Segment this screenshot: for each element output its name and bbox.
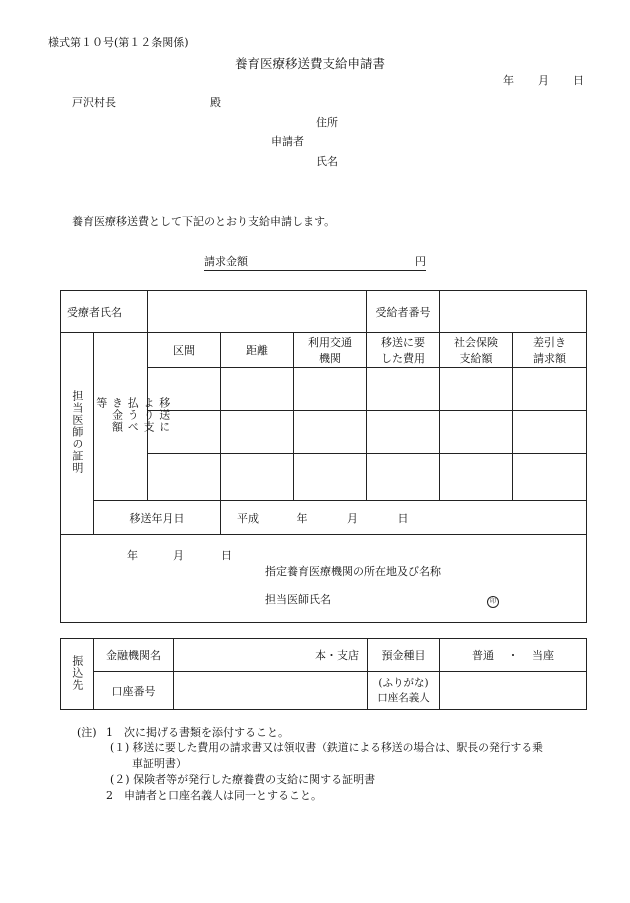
row-label: [94, 397, 171, 433]
cell-cost[interactable]: [367, 368, 440, 411]
cell-claim[interactable]: [513, 411, 587, 454]
applicant-label: 申請者: [271, 135, 304, 148]
institution-label: 指定養育医療機関の所在地及び名称: [265, 565, 441, 578]
cell-insurance[interactable]: [440, 411, 513, 454]
cell-section[interactable]: [148, 454, 221, 501]
col-header-cost-l2: した費用: [381, 352, 426, 365]
notes-prefix: (注): [77, 726, 97, 739]
col-header-claim: [513, 333, 587, 368]
doctor-label: 担当医師氏名: [265, 593, 331, 606]
transfer-month: 月: [347, 511, 358, 525]
separator-dot: ・: [507, 649, 519, 662]
cert-month: 月: [173, 549, 184, 562]
col-header-transport: [294, 333, 367, 368]
certification-table: [60, 290, 587, 623]
col-header-transport-l1: 利用交通: [308, 336, 352, 349]
transfer-date-field[interactable]: [221, 501, 587, 535]
cell-cost[interactable]: [367, 411, 440, 454]
bank-name-label: 金融機関名: [94, 639, 174, 672]
note-2: 2 申請者と口座名義人は同一とすること。: [106, 789, 322, 802]
col-header-claim-l2: 請求額: [533, 352, 567, 365]
cell-distance[interactable]: [221, 368, 294, 411]
seal-mark: 印: [487, 596, 499, 608]
row-label-col1: 移送に: [157, 397, 171, 433]
col-header-section-text: 区間: [173, 344, 195, 357]
furigana-label: (ふりがな): [378, 677, 429, 690]
form-number: 様式第１０号(第１２条関係): [48, 36, 189, 49]
transfer-day: 日: [397, 511, 409, 525]
bank-name-field[interactable]: [174, 639, 368, 672]
statement: 養育医療移送費として下記のとおり支給申請します。: [72, 215, 336, 228]
col-header-distance-text: 距離: [246, 344, 268, 357]
cell-cost[interactable]: [367, 454, 440, 501]
col-header-cost: [367, 333, 440, 368]
page-title: 養育医療移送費支給申請書: [235, 56, 386, 71]
cert-day: 日: [221, 549, 232, 562]
bank-side: [61, 639, 94, 710]
current: 当座: [532, 649, 554, 662]
ordinary: 普通: [472, 649, 494, 662]
note-1b: (２) 保険者等が発行した療養費の支給に関する証明書: [110, 773, 376, 786]
bank-side-label: 振込先: [70, 654, 84, 691]
col-header-insurance-l2: 支給額: [459, 352, 493, 365]
addressee: 戸沢村長: [72, 96, 116, 109]
era: 平成: [237, 511, 259, 525]
cell-transport[interactable]: [294, 454, 367, 501]
deposit-type-label: 預金種目: [368, 639, 440, 672]
cell-insurance[interactable]: [440, 454, 513, 501]
col-header-transport-l2: 機関: [319, 352, 341, 365]
holder-label: 口座名義人: [377, 691, 430, 704]
holder-field[interactable]: [440, 672, 587, 710]
row-label-col5: 等: [94, 397, 108, 409]
cell-transport[interactable]: [294, 411, 367, 454]
patient-name-label: 受療者氏名: [61, 291, 148, 333]
cell-distance[interactable]: [221, 411, 294, 454]
cell-claim[interactable]: [513, 368, 587, 411]
col-header-insurance: [440, 333, 513, 368]
col-header-insurance-l1: 社会保険: [454, 336, 499, 349]
col-header-section: [148, 333, 221, 368]
account-number-label: 口座番号: [94, 672, 174, 710]
seal-icon: [487, 593, 499, 608]
honorific: 殿: [210, 96, 221, 109]
claim-amount-line: [204, 255, 426, 271]
address-label: 住所: [316, 116, 338, 129]
row-label-cell: [94, 333, 171, 501]
cell-transport[interactable]: [294, 368, 367, 411]
note-1a-line2: 車証明書）: [132, 757, 187, 770]
recipient-number-field[interactable]: [440, 291, 587, 333]
branch-label: 本・支店: [315, 649, 359, 662]
transfer-year: 年: [296, 511, 308, 525]
row-label-col4: き金額: [110, 397, 124, 433]
account-number-field[interactable]: [174, 672, 368, 710]
col-header-cost-l1: 移送に要: [381, 336, 426, 349]
row-label-col2: より支: [142, 397, 155, 433]
date-month: 月: [538, 74, 549, 87]
note-1a-line1: (１) 移送に要した費用の請求書又は領収書（鉄道による移送の場合は、駅長の発行する乗: [110, 741, 543, 754]
row-label-col3: 払うべ: [126, 397, 140, 433]
date-day: 日: [573, 74, 584, 87]
bank-table: [60, 638, 587, 710]
transfer-date-label: 移送年月日: [94, 501, 221, 535]
col-header-distance: [221, 333, 294, 368]
cert-year: 年: [127, 549, 138, 562]
note-1: 1 次に掲げる書類を添付すること。: [106, 726, 289, 739]
cell-insurance[interactable]: [440, 368, 513, 411]
claim-label: 請求金額: [204, 255, 248, 268]
holder-label-cell: [368, 672, 440, 710]
recipient-number-label: 受給者番号: [367, 291, 440, 333]
cell-distance[interactable]: [221, 454, 294, 501]
doctor-certification-side: [61, 333, 94, 535]
side-label: 担当医師の証明: [70, 390, 84, 474]
cell-claim[interactable]: [513, 454, 587, 501]
date-year: 年: [503, 74, 514, 87]
claim-unit: 円: [415, 255, 426, 268]
col-header-claim-l1: 差引き: [533, 336, 567, 349]
name-label: 氏名: [316, 155, 338, 168]
patient-name-field[interactable]: [148, 291, 367, 333]
certification-area: [61, 535, 587, 623]
deposit-type-field[interactable]: [440, 639, 587, 672]
